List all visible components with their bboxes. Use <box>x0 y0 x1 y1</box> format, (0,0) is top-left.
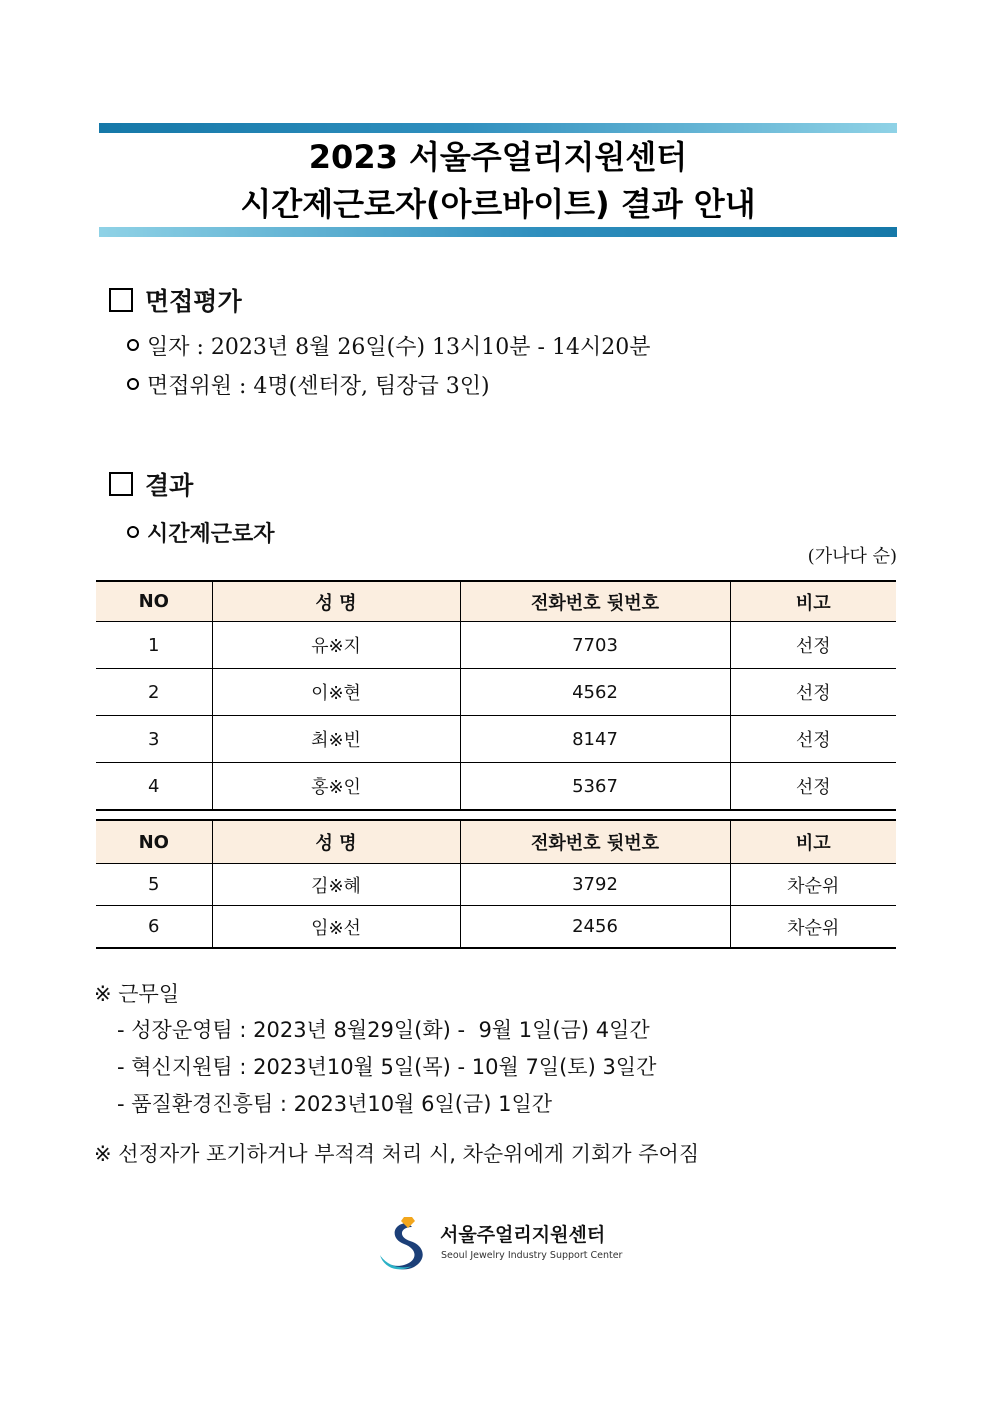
section-result <box>109 471 193 501</box>
cell-note: 차순위 <box>730 864 896 906</box>
col-header-phone: 전화번호 뒷번호 <box>460 820 730 864</box>
table-row <box>96 716 896 763</box>
col-header-name: 성 명 <box>212 581 460 622</box>
workdays-item: - 성장운영팀 : 2023년 8월29일(화) - 9월 1일(금) 4일간 <box>117 1018 650 1042</box>
cell-no: 1 <box>96 622 212 669</box>
cell-note: 차순위 <box>730 906 896 949</box>
circle-bullet-icon <box>127 339 139 351</box>
col-header-no: NO <box>96 820 212 864</box>
logo-name-korean: 서울주얼리지원센터 <box>440 1224 606 1246</box>
cell-name: 최※빈 <box>212 716 460 763</box>
interview-panel-text: 면접위원 : 4명(센터장, 팀장급 3인) <box>147 374 490 399</box>
cell-phone: 3792 <box>460 864 730 906</box>
cell-note: 선정 <box>730 716 896 763</box>
table-header-row <box>96 581 896 622</box>
col-header-note: 비고 <box>730 820 896 864</box>
section-result-heading: 결과 <box>145 471 194 500</box>
checkbox-square-icon <box>109 288 133 312</box>
cell-no: 3 <box>96 716 212 763</box>
page-title-line1: 2023 서울주얼리지원센터 <box>308 138 688 176</box>
cell-no: 6 <box>96 906 212 949</box>
section-interview <box>109 287 242 317</box>
cell-name: 유※지 <box>212 622 460 669</box>
interview-panel-line <box>127 372 490 402</box>
page-title-line2: 시간제근로자(아르바이트) 결과 안내 <box>240 185 756 223</box>
order-note: (가나다 순) <box>807 546 897 567</box>
cell-name: 임※선 <box>212 906 460 949</box>
table-row <box>96 864 896 906</box>
title-top-bar <box>99 123 897 133</box>
title-bottom-bar <box>99 227 897 237</box>
cell-no: 5 <box>96 864 212 906</box>
circle-bullet-icon <box>127 526 139 538</box>
cell-note: 선정 <box>730 763 896 811</box>
selected-table <box>96 580 896 811</box>
col-header-note: 비고 <box>730 581 896 622</box>
workdays-footnote: ※ 선정자가 포기하거나 부적격 처리 시, 차순위에게 기회가 주어짐 <box>94 1142 700 1166</box>
checkbox-square-icon <box>109 472 133 496</box>
logo-name-english: Seoul Jewelry Industry Support Center <box>441 1250 623 1261</box>
section-interview-heading: 면접평가 <box>145 287 242 316</box>
col-header-phone: 전화번호 뒷번호 <box>460 581 730 622</box>
reserve-table <box>96 819 896 949</box>
col-header-no: NO <box>96 581 212 622</box>
cell-name: 이※현 <box>212 669 460 716</box>
cell-note: 선정 <box>730 669 896 716</box>
cell-name: 홍※인 <box>212 763 460 811</box>
col-header-name: 성 명 <box>212 820 460 864</box>
table-row <box>96 906 896 949</box>
center-logo <box>378 1215 623 1275</box>
table-row <box>96 763 896 811</box>
result-subheading-line <box>127 519 275 549</box>
cell-phone: 4562 <box>460 669 730 716</box>
table-header-row <box>96 820 896 864</box>
cell-phone: 2456 <box>460 906 730 949</box>
interview-date-text: 일자 : 2023년 8월 26일(수) 13시10분 - 14시20분 <box>147 335 651 360</box>
cell-no: 4 <box>96 763 212 811</box>
cell-no: 2 <box>96 669 212 716</box>
interview-date-line <box>127 333 650 363</box>
workdays-heading: ※ 근무일 <box>94 982 180 1006</box>
cell-note: 선정 <box>730 622 896 669</box>
result-subheading-text: 시간제근로자 <box>147 521 275 547</box>
cell-phone: 7703 <box>460 622 730 669</box>
workdays-item: - 혁신지원팀 : 2023년10월 5일(목) - 10월 7일(토) 3일간 <box>117 1055 657 1079</box>
workdays-item: - 품질환경진흥팀 : 2023년10월 6일(금) 1일간 <box>117 1092 553 1116</box>
cell-phone: 8147 <box>460 716 730 763</box>
table-row <box>96 669 896 716</box>
jewelry-s-logo-icon <box>378 1215 438 1275</box>
circle-bullet-icon <box>127 378 139 390</box>
cell-name: 김※혜 <box>212 864 460 906</box>
cell-phone: 5367 <box>460 763 730 811</box>
table-row <box>96 622 896 669</box>
